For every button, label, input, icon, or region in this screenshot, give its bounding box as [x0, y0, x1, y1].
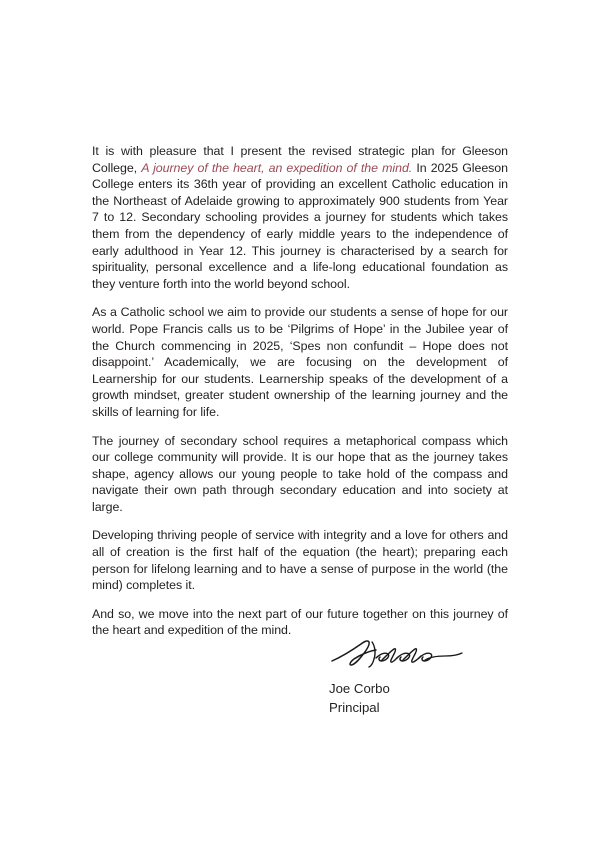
paragraph-4: Developing thriving people of service with integrity and a love for others and all of creation is the first half of the equation (the heart); preparing each person for lifelong learning and to have a sense of purpose in the world (the mind) completes it. [92, 528, 508, 593]
paragraph-3: The journey of secondary school requires a metaphorical compass which our college community will provide. It is our hope that as the journey takes shape, agency allows our young people to take hold of the compass and navigate their own path through secondary education and into society at large. [92, 433, 508, 514]
signature-block [329, 636, 509, 717]
paragraph-1-accent-phrase-1: A journey of the heart, an expedition of the mind. [141, 160, 413, 175]
signatory-name: Joe Corbo [329, 681, 390, 696]
signatory-title: Principal [329, 699, 380, 715]
paragraph-1: It is with pleasure that I present the revised strategic plan for Gleeson College, A journey of the heart, an expedition of the mind. In 2025 Gleeson College enters its 36th year of providing an excellent Catholic education in the Northeast of Adelaide growing to approximately 900 students from Year 7 to 12. Secondary schooling provides a journey for students which takes them from the dependency of early middle years to the independence of early adulthood in Year 12. This journey is characterised by a search for spirituality, personal excellence and a life-long educational foundation as they venture forth into the world beyond school. [92, 144, 508, 291]
handwritten-signature-icon [331, 636, 463, 674]
letter-body [92, 143, 508, 639]
paragraph-2: As a Catholic school we aim to provide our students a sense of hope for our world. Pope Francis calls us to be ‘Pilgrims of Hope’ in the Jubilee year of the Church commencing in 2025, ‘Spes non confundit – Hope does not disappoint.’ Academically, we are focusing on the development of Learnership for our students. Learnership speaks of the development of a growth mindset, greater student ownership of the learning journey and the skills of learning for life. [92, 305, 508, 419]
paragraph-5: And so, we move into the next part of our future together on this journey of the heart and expedition of the mind. [92, 606, 508, 638]
